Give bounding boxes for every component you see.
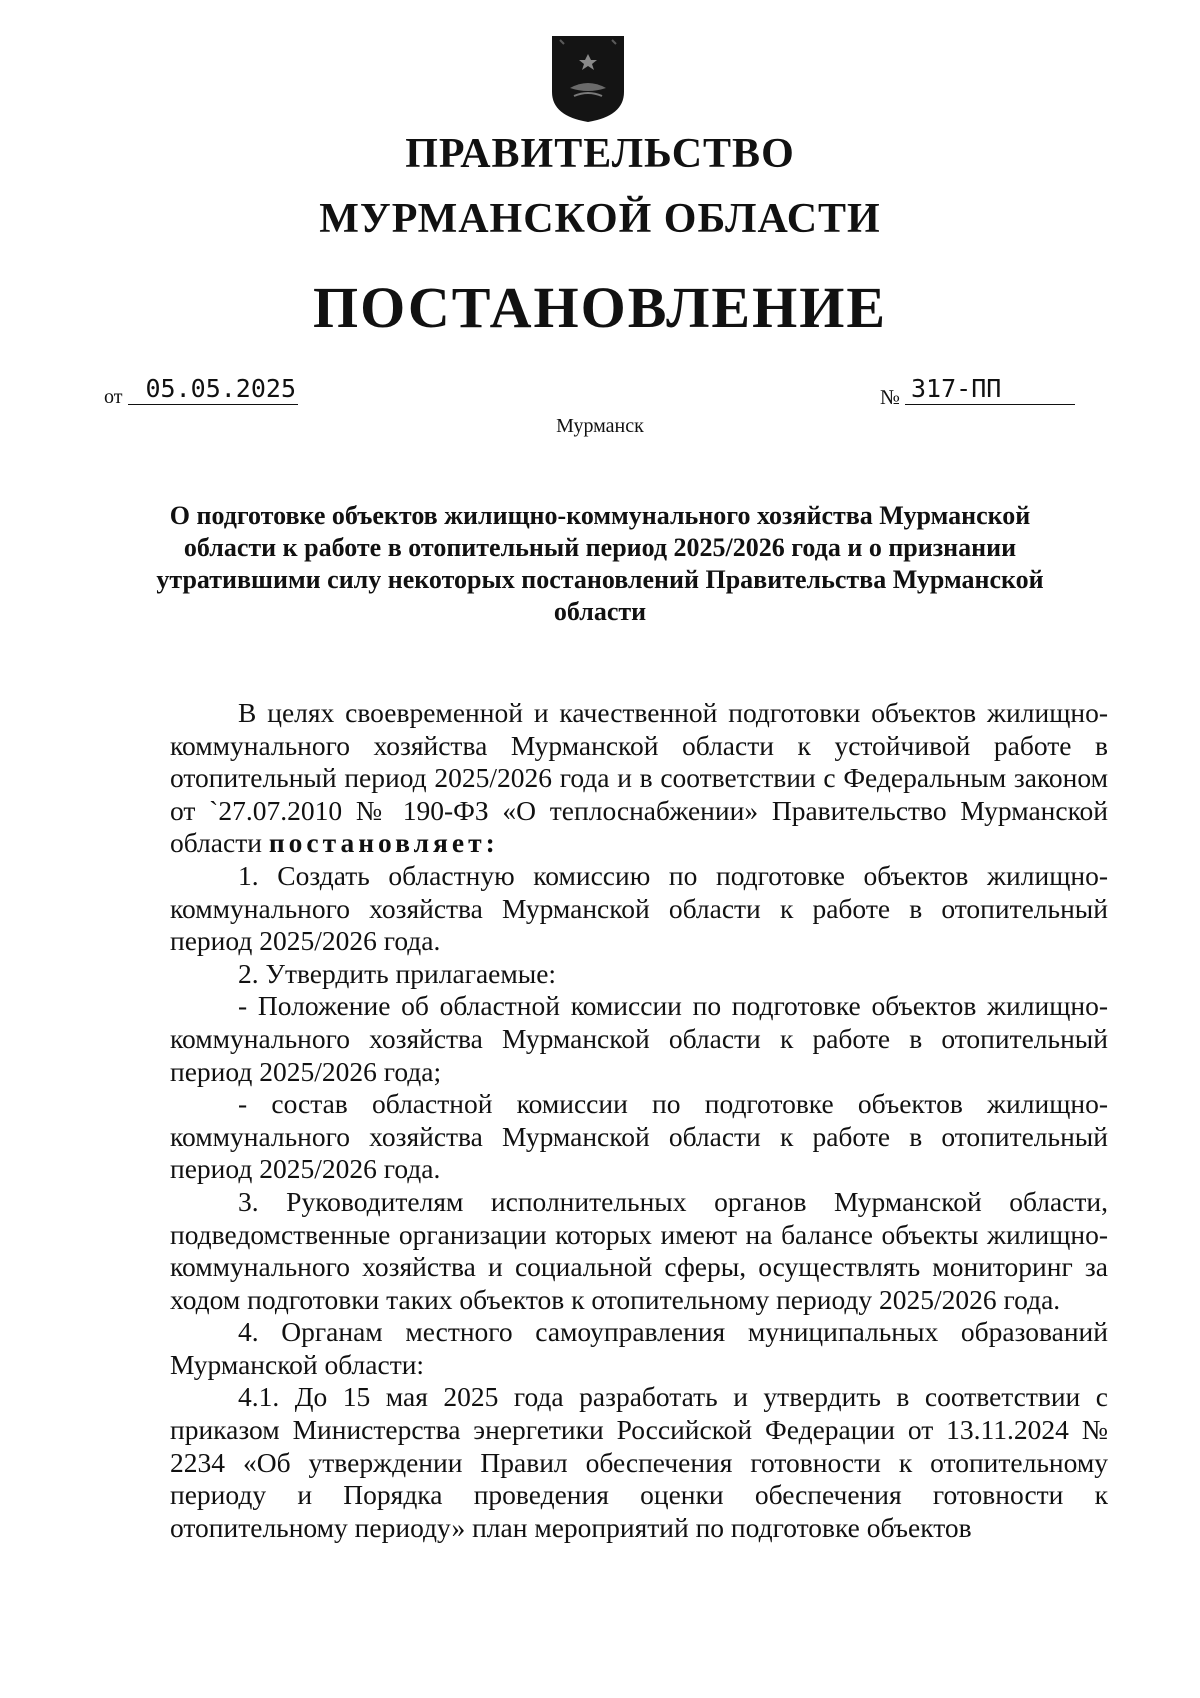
document-number: 317-ПП [905,374,1075,405]
document-type: ПОСТАНОВЛЕНИЕ [312,275,888,340]
coat-of-arms-icon [548,32,628,124]
document-title: О подготовке объектов жилищно-коммунального хозяйства Мурманской области к работе в отопительный период 2025/2026 года и о признании утратившими силу некоторых постановлений Правительства Мурманской области [156,501,1044,626]
date-prefix: от [104,386,123,408]
document-body [170,697,1108,1544]
paragraph-4: 4. Органам местного самоуправления муниципальных образований Мурманской области: [170,1316,1108,1380]
paragraph-2: 2. Утвердить прилагаемые: [238,957,557,989]
paragraph-2-item-1: - Положение об областной комиссии по подготовке объектов жилищно-коммунального хозяйства Мурманской области к работе в отопительный период 2025/2026 года; [170,990,1108,1087]
paragraph-4-1: 4.1. До 15 мая 2025 года разработать и утвердить в соответствии с приказом Министерства энергетики Российской Федерации от 13.11.2024 № 2234 «Об утверждении Правил обеспечения готовности к отопительному периоду и Порядка проведения оценки обеспечения готовности к отопительному периоду» план мероприятий по подготовке объектов [170,1381,1108,1543]
paragraph-2-item-2: - состав областной комиссии по подготовке объектов жилищно-коммунального хозяйства Мурманской области к работе в отопительный период 2025/2026 года. [170,1088,1108,1185]
city-name: Мурманск [556,415,644,437]
government-name-line1: ПРАВИТЕЛЬСТВО [405,131,795,177]
paragraph-3: 3. Руководителям исполнительных органов Мурманской области, подведомственные организации которых имеют на балансе объекты жилищно-коммунального хозяйства и социальной сферы, осуществлять мониторинг за ходом подготовки таких объектов к отопительному периоду 2025/2026 года. [170,1185,1108,1315]
government-name-line2: МУРМАНСКОЙ ОБЛАСТИ [319,196,881,242]
decree-word: постановляет: [268,827,499,859]
paragraph-1: 1. Создать областную комиссию по подготовке объектов жилищно-коммунального хозяйства Мурманской области к работе в отопительный период 2025/2026 года. [170,859,1108,957]
document-date: 05.05.2025 [128,374,298,405]
preamble-text: В целях своевременной и качественной подготовки объектов жилищно-коммунального хозяйства Мурманской области к устойчивой работе в отопительный период 2025/2026 года и в соответствии с Федеральным законом от `27.07.2010 № 190-ФЗ «О теплоснабжении» Правительство Мурманской области [170,697,1108,859]
number-prefix: № [880,385,901,409]
preamble-paragraph [170,697,1108,860]
